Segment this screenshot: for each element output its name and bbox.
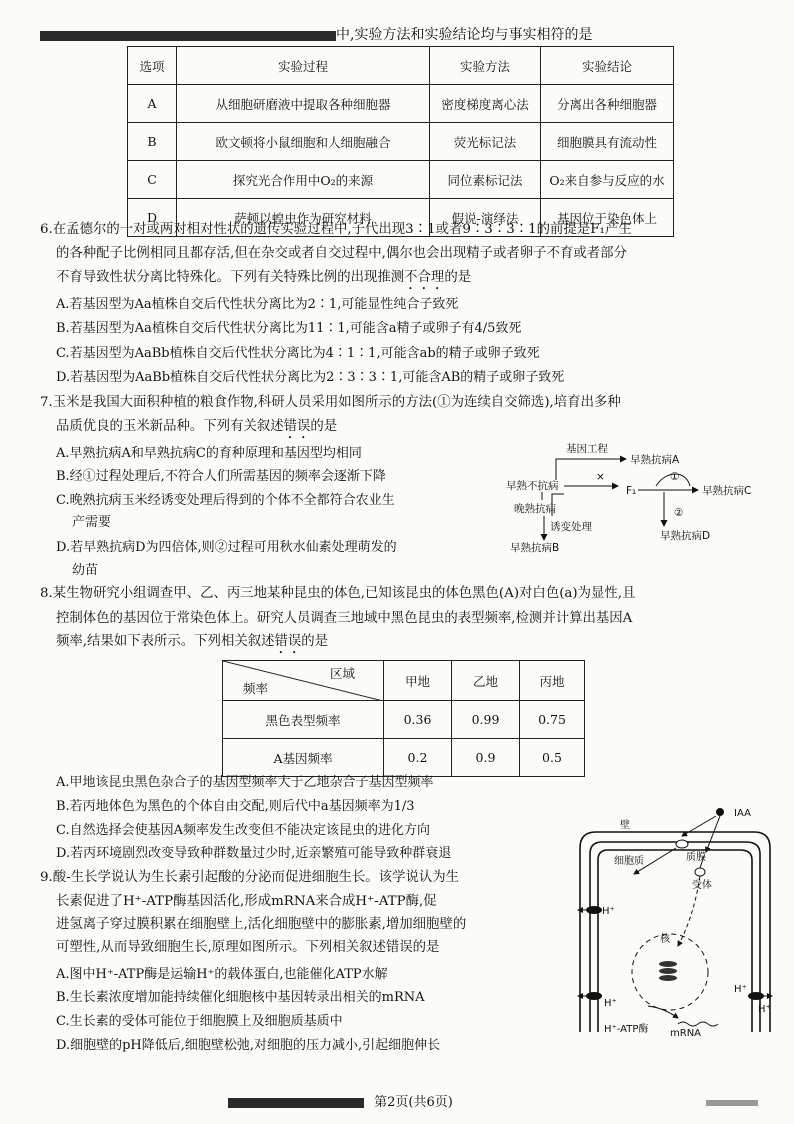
q6-emphasis: 不合理 (404, 270, 445, 285)
q5-table (127, 46, 674, 237)
q8-stem-3 (56, 633, 328, 657)
col-header: 实验结论 (541, 47, 674, 85)
q7-stem-2-text: 品质优良的玉米新品种。下列有关叙述 (56, 419, 284, 434)
early-resistant-b-label: 早熟抗病B (510, 542, 560, 554)
blurred-text (40, 31, 336, 41)
q7-option-d-cont: 幼苗 (72, 563, 99, 578)
iaa-dot (716, 808, 724, 816)
corner-top-label: 区域 (329, 666, 355, 681)
h-ion-label: H⁺ (604, 998, 617, 1009)
cell: D (128, 199, 177, 237)
cell: 萨顿以蝗虫作为研究材料 (177, 199, 430, 237)
row-label: 黑色表型频率 (223, 701, 384, 739)
cell: 0.5 (520, 739, 585, 777)
receptor-cytoplasm (695, 868, 705, 876)
table-row (128, 123, 674, 161)
q9-stem-2: 长素促进了H⁺-ATP酶基因活化,形成mRNA来合成H⁺-ATP酶,促 (56, 894, 437, 909)
col-header: 实验方法 (430, 47, 541, 85)
q7-stem-2 (56, 418, 337, 442)
step-1-label: ① (670, 471, 680, 483)
gene-engineering-label: 基因工程 (566, 443, 608, 455)
cell: 假说-演绎法 (430, 199, 541, 237)
q7-option-b: B.经①过程处理后,不符合人们所需基因的频率会逐渐下降 (56, 469, 386, 484)
cell: C (128, 161, 177, 199)
q9-option-b: B.生长素浓度增加能持续催化细胞核中基因转录出相关的mRNA (56, 990, 425, 1005)
q7-option-c-cont: 产需要 (72, 515, 112, 530)
cytoplasm-label: 细胞质 (614, 856, 644, 867)
iaa-label: IAA (734, 808, 751, 819)
col-header: 乙地 (452, 661, 520, 701)
col-header: 甲地 (384, 661, 452, 701)
h-ion-label: H⁺ (758, 1004, 771, 1015)
q7-emphasis: 错误 (283, 419, 311, 434)
cell: B (128, 123, 177, 161)
gene (659, 961, 677, 967)
breeding-diagram (506, 440, 786, 556)
cell: O₂来自参与反应的水 (541, 161, 674, 199)
early-resistant-a-label: 早熟抗病A (630, 454, 680, 466)
q6-option-b: B.若基因型为Aa植株自交后代性状分离比为11∶1,可能含a精子或卵子有4/5致死 (56, 321, 522, 336)
q6-stem-3 (56, 269, 471, 293)
q6-stem-3-text: 不育导致性状分离比特殊化。下列有关特殊比例的出现推测 (56, 270, 405, 285)
cell: 荧光标记法 (430, 123, 541, 161)
cell: 0.2 (384, 739, 452, 777)
cell: 基因位于染色体上 (541, 199, 674, 237)
cross-symbol: × (596, 471, 605, 483)
q8-stem-end: 的是 (301, 634, 329, 649)
q6-option-a: A.若基因型为Aa植株自交后代性状分离比为2∶1,可能显性纯合子致死 (56, 297, 459, 312)
blurred-text (228, 1098, 364, 1108)
cell: 0.36 (384, 701, 452, 739)
col-header: 实验过程 (177, 47, 430, 85)
receptor-membrane (676, 840, 688, 848)
q9-option-c: C.生长素的受体可能位于细胞膜上及细胞质基质中 (56, 1014, 343, 1029)
cell: 欧文顿将小鼠细胞和人细胞融合 (177, 123, 430, 161)
cell: 密度梯度离心法 (430, 85, 541, 123)
q8-option-d: D.若丙环境剧烈改变导致种群数量过少时,近亲繁殖可能导致种群衰退 (56, 846, 452, 861)
q9-option-d: D.细胞壁的pH降低后,细胞壁松弛,对细胞的压力减小,引起细胞伸长 (56, 1038, 441, 1053)
row-label: A基因频率 (223, 739, 384, 777)
wall-label: 壁 (620, 820, 630, 831)
q9-stem-4: 可塑性,从而导致细胞生长,原理如图所示。下列相关叙述错误的是 (56, 940, 440, 955)
early-susceptible-label: 早熟不抗病 (506, 480, 559, 492)
cell: 0.99 (452, 701, 520, 739)
mrna-label: mRNA (670, 1028, 702, 1036)
mrna-strand (678, 1022, 718, 1026)
cell: A (128, 85, 177, 123)
q8-stem-1: 8.某生物研究小组调查甲、乙、丙三地某种昆虫的体色,已知该昆虫的体色黑色(A)对白色(a)为显性,且 (40, 586, 636, 601)
q7-stem-end: 的是 (310, 419, 338, 434)
q5-header (40, 26, 592, 45)
q6-option-d: D.若基因型为AaBb植株自交后代性状分离比为2∶3∶3∶1,可能含AB的精子或卵子致死 (56, 370, 565, 385)
q7-stem-1: 7.玉米是我国大面积种植的粮食作物,科研人员采用如图所示的方法(①为连续自交筛选),培育出多种 (40, 395, 621, 410)
q6-stem-2: 的各种配子比例相同且都存活,但在杂交或者自交过程中,偶尔也会出现精子或者卵子不育或者部分 (56, 246, 627, 261)
q6-option-c: C.若基因型为AaBb植株自交后代性状分离比为4∶1∶1,可能含ab的精子或卵子致死 (56, 346, 540, 361)
cell: 0.9 (452, 739, 520, 777)
h-ion-label: H⁺ (734, 984, 747, 995)
mutagen-label: 诱变处理 (550, 521, 592, 533)
q5-header-text: 中,实验方法和实验结论均与事实相符的是 (336, 27, 593, 43)
q7-option-a: A.早熟抗病A和早熟抗病C的育种原理和基因型均相同 (56, 446, 362, 461)
membrane-label: 质膜 (686, 852, 706, 863)
table-row (128, 85, 674, 123)
q8-stem-3-text: 频率,结果如下表所示。下列相关叙述 (56, 634, 275, 649)
q8-emphasis: 错误 (274, 634, 302, 649)
q7-option-d: D.若早熟抗病D为四倍体,则②过程可用秋水仙素处理萌发的 (56, 540, 397, 555)
q8-option-b: B.若丙地体色为黑色的个体自由交配,则后代中a基因频率为1/3 (56, 799, 415, 814)
f1-label: F₁ (626, 485, 637, 497)
q8-stem-2: 控制体色的基因位于常染色体上。研究人员调查三地域中黑色昆虫的表型频率,检测并计算出基因A (56, 611, 633, 626)
step-2-label: ② (674, 507, 684, 519)
q9-stem-1: 9.酸-生长学说认为生长素引起酸的分泌而促进细胞生长。该学说认为生 (40, 870, 460, 885)
early-resistant-c-label: 早熟抗病C (702, 485, 752, 497)
table-corner (223, 661, 384, 701)
col-header: 选项 (128, 47, 177, 85)
blurred-text (706, 1100, 758, 1106)
table-row (223, 739, 585, 777)
q6-stem-1: 6.在孟德尔的一对或两对相对性状的遗传实验过程中,子代出现3∶1或者9∶3∶3∶1的前提是F₁产生 (40, 222, 632, 237)
q8-option-a: A.甲地该昆虫黑色杂合子的基因型频率大于乙地杂合子基因型频率 (56, 775, 434, 790)
q8-option-c: C.自然选择会使基因A频率发生改变但不能决定该昆虫的进化方向 (56, 823, 431, 838)
late-resistant-label: 晚熟抗病 (514, 503, 556, 515)
footer (228, 1094, 453, 1112)
table-row (128, 161, 674, 199)
col-header: 丙地 (520, 661, 585, 701)
receptor-label: 受体 (692, 880, 712, 891)
cell: 细胞膜具有流动性 (541, 123, 674, 161)
table-row (223, 701, 585, 739)
cell: 同位素标记法 (430, 161, 541, 199)
early-resistant-d-label: 早熟抗病D (660, 530, 711, 542)
h-ion-label: H⁺ (602, 906, 615, 917)
cell: 0.75 (520, 701, 585, 739)
atpase-label: H⁺-ATP酶 (604, 1024, 649, 1035)
cell: 从细胞研磨液中提取各种细胞器 (177, 85, 430, 123)
cell: 探究光合作用中O₂的来源 (177, 161, 430, 199)
corner-bottom-label: 频率 (243, 681, 269, 696)
page-number: 第2页(共6页) (374, 1095, 453, 1110)
q9-stem-3: 进氢离子穿过膜积累在细胞壁上,活化细胞壁中的膨胀素,增加细胞壁的 (56, 917, 467, 932)
cell-growth-diagram (574, 796, 774, 1036)
cell: 分离出各种细胞器 (541, 85, 674, 123)
nucleus-label: 核 (660, 934, 670, 945)
q6-stem-end: 的是 (444, 270, 472, 285)
q7-option-c: C.晚熟抗病玉米经诱变处理后得到的个体不全都符合农业生 (56, 493, 395, 508)
q9-option-a: A.图中H⁺-ATP酶是运输H⁺的载体蛋白,也能催化ATP水解 (56, 967, 388, 982)
q8-table (222, 660, 585, 777)
